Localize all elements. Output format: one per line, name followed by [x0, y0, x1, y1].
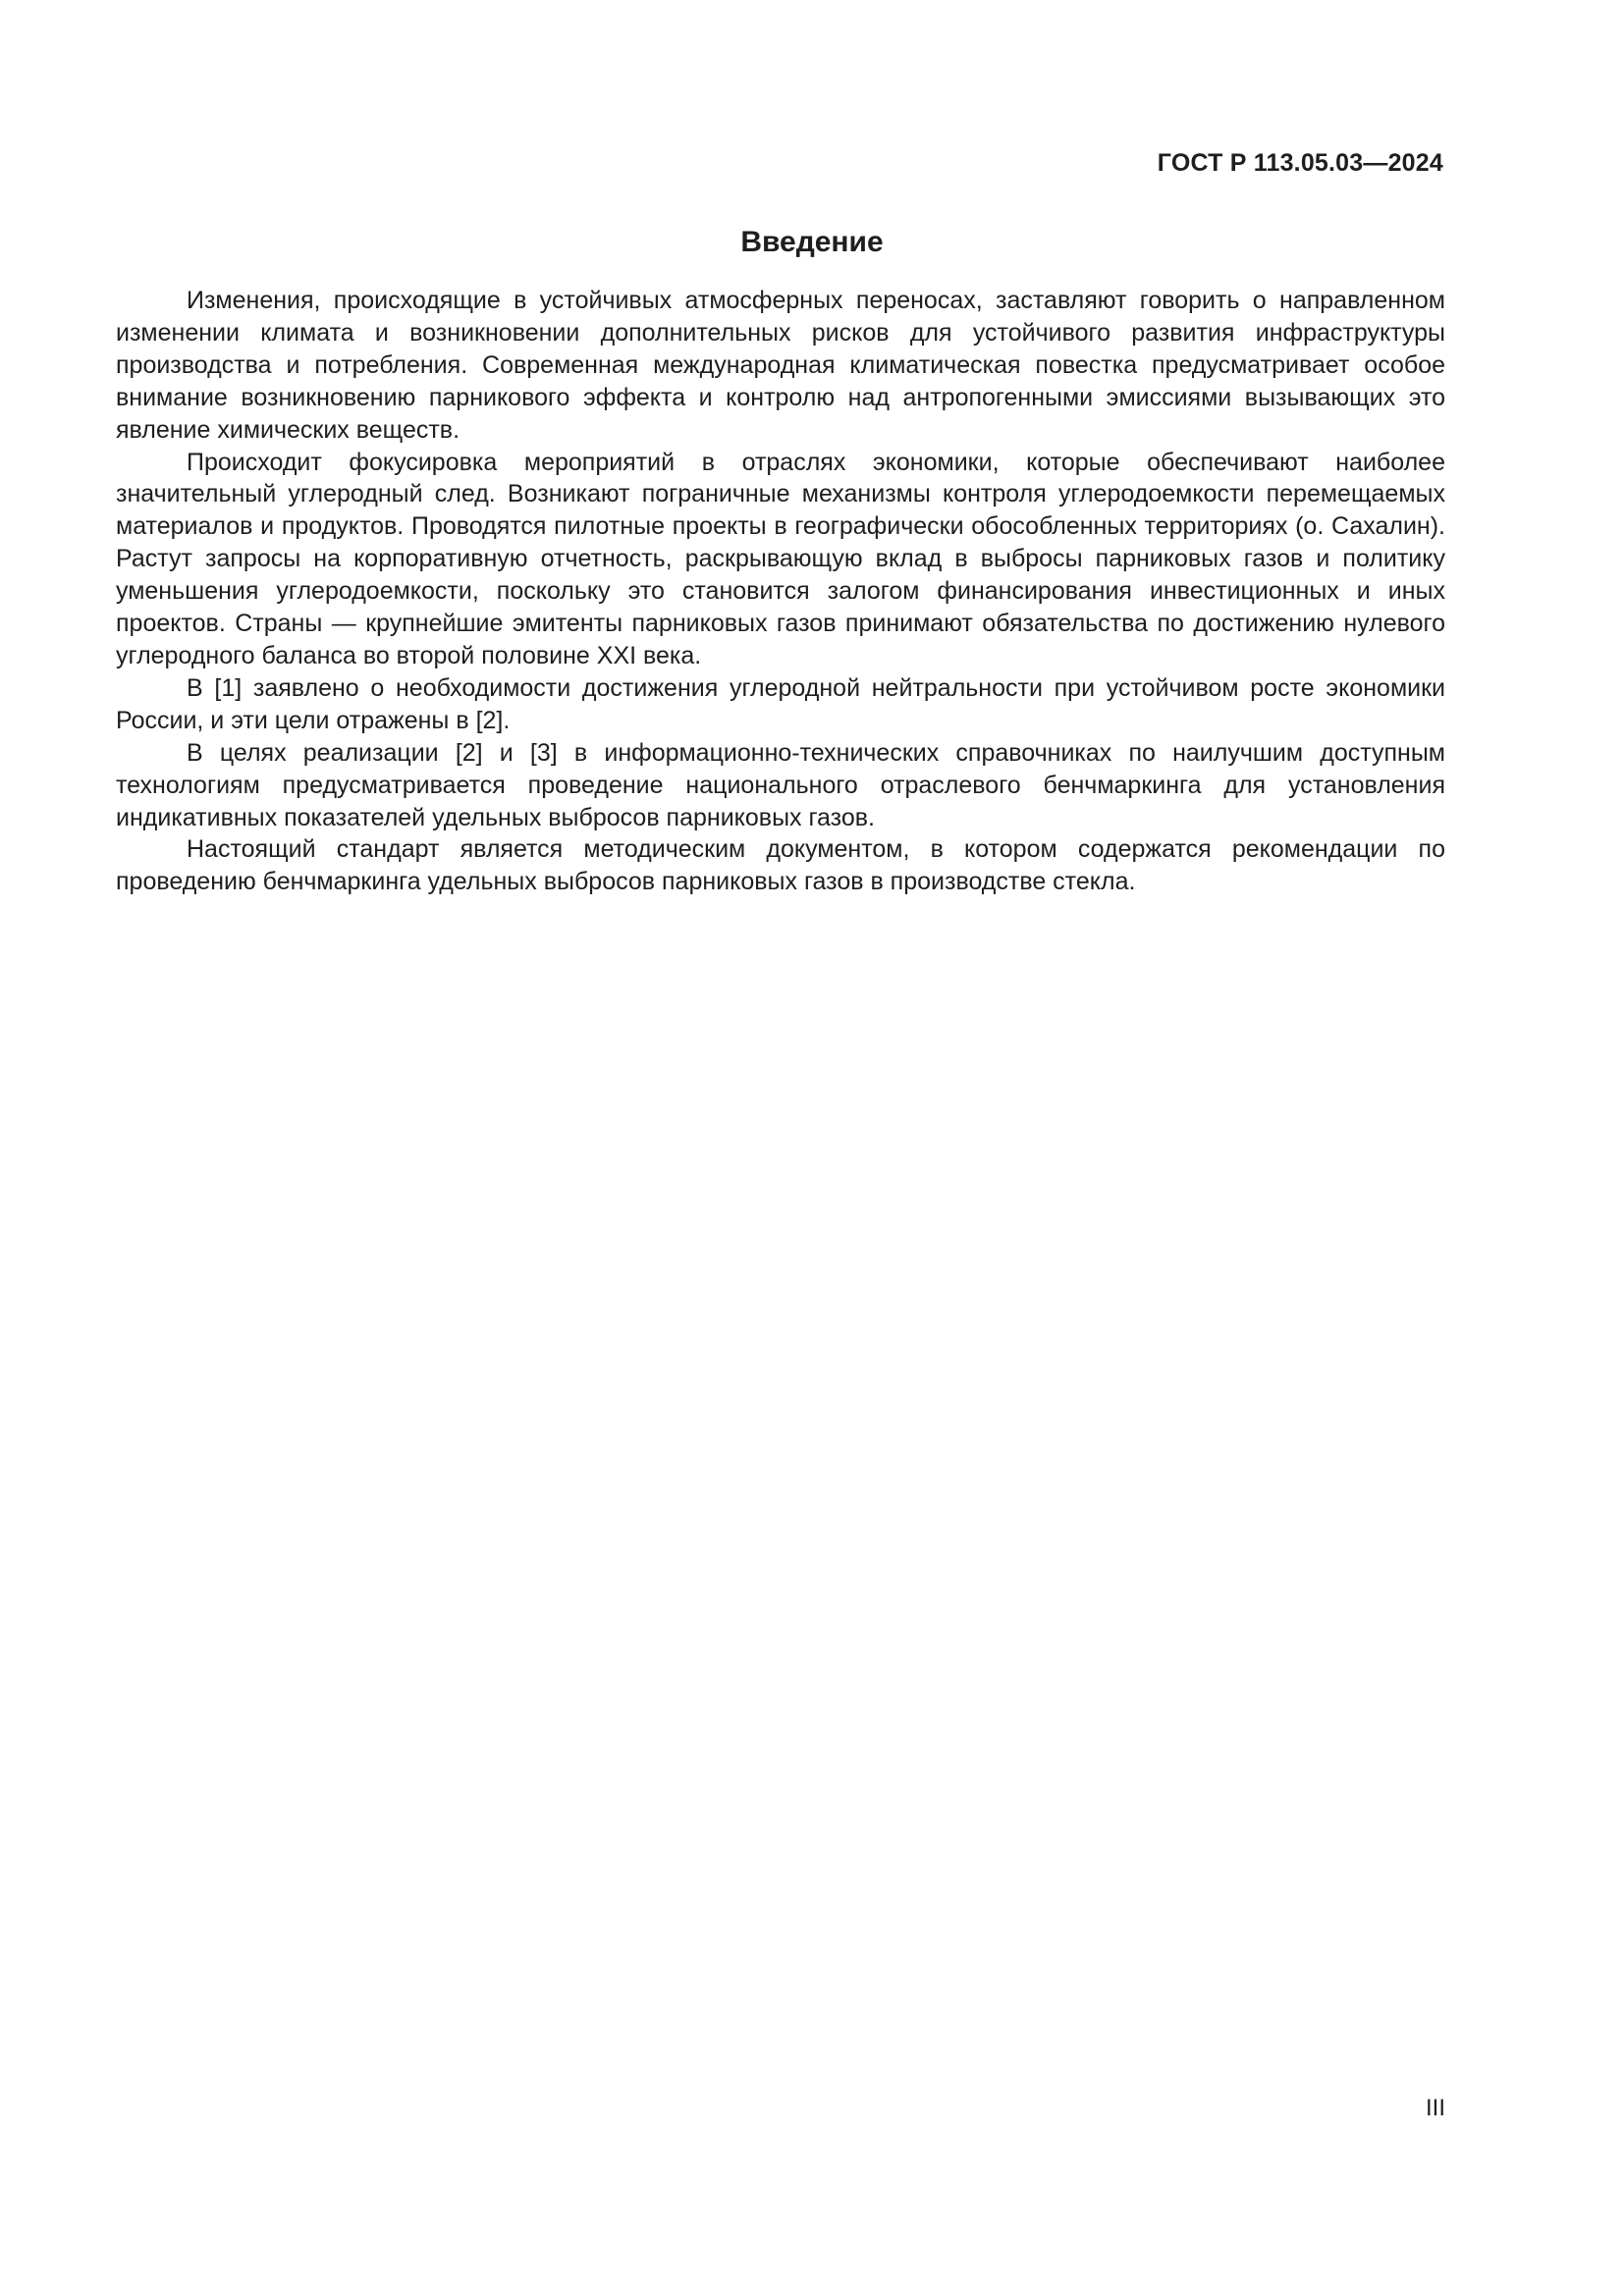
paragraph-3: В [1] заявлено о необходимости достижения углеродной нейтральности при устойчивом росте экономики России, и эти цели отражены в [2]. — [116, 673, 1445, 734]
section-title: Введение — [740, 226, 884, 258]
page-number: III — [1425, 2095, 1445, 2121]
paragraph-4: В целях реализации [2] и [3] в информационно-технических справочниках по наилучшим доступным технологиям предусматривается проведение национального отраслевого бенчмаркинга для установления индикативных показателей удельных выбросов парниковых газов. — [116, 738, 1445, 831]
body-text — [116, 285, 1445, 898]
document-code: ГОСТ Р 113.05.03—2024 — [1157, 149, 1443, 177]
paragraph-1: Изменения, происходящие в устойчивых атмосферных переносах, заставляют говорить о направленном изменении климата и возникновении дополнительных рисков для устойчивого развития инфраструктуры производства и потребления. Современная международная климатическая повестка предусматривает особое внимание возникновению парникового эффекта и контролю над антропогенными эмиссиями вызывающих это явление химических веществ. — [116, 287, 1445, 444]
paragraph-2: Происходит фокусировка мероприятий в отраслях экономики, которые обеспечивают наиболее значительный углеродный след. Возникают пограничные механизмы контроля углеродоемкости перемещаемых материалов и продуктов. Проводятся пилотные проекты в географически обособленных территориях (о. Сахалин). Растут запросы на корпоративную отчетность, раскрывающую вклад в выбросы парниковых газов и политику уменьшения углеродоемкости, поскольку это становится залогом финансирования инвестиционных и иных проектов. Страны — крупнейшие эмитенты парниковых газов принимают обязательства по достижению нулевого углеродного баланса во второй половине XXI века. — [116, 448, 1445, 669]
paragraph-5: Настоящий стандарт является методическим документом, в котором содержатся рекомендации по проведению бенчмаркинга удельных выбросов парниковых газов в производстве стекла. — [116, 835, 1445, 896]
